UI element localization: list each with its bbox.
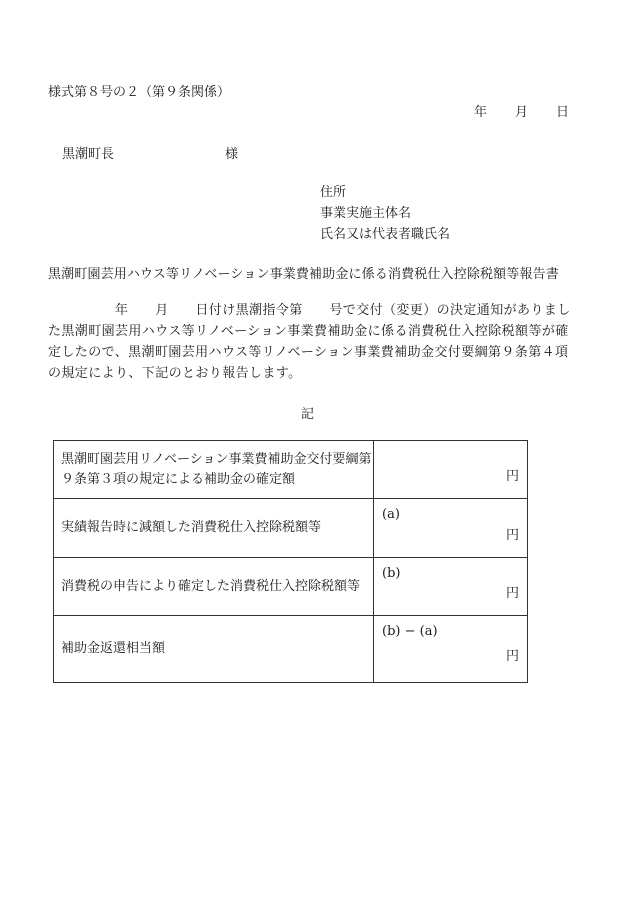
table-row — [54, 558, 528, 616]
body-paragraph — [48, 300, 588, 384]
table-row — [54, 499, 528, 558]
row-value — [374, 558, 528, 616]
yen-unit: 円 — [505, 586, 519, 601]
row-tag: (b) − (a) — [382, 624, 438, 639]
date-line — [474, 101, 569, 120]
form-number: 様式第８号の２（第９条関係） — [48, 85, 231, 100]
row-label: 消費税の申告により確定した消費税仕入控除税額等 — [54, 558, 374, 616]
row-value — [374, 499, 528, 558]
table-row — [54, 616, 528, 683]
addressee — [62, 143, 239, 162]
addressee-honorific: 様 — [225, 147, 239, 162]
date-day-label: 日 — [556, 105, 570, 120]
date-month-label: 月 — [515, 105, 529, 120]
document-title: 黒潮町園芸用ハウス等リノベーション事業費補助金に係る消費税仕入控除税額等報告書 — [48, 267, 559, 282]
row-tag: (a) — [382, 507, 400, 522]
body-line: の規定により、下記のとおり報告します。 — [48, 366, 302, 381]
address-label: 住所 — [320, 185, 347, 200]
row-value — [374, 616, 528, 683]
ki-heading: 記 — [301, 407, 315, 422]
row-label: 黒潮町園芸用リノベーション事業費補助金交付要綱第９条第３項の規定による補助金の確定額 — [54, 441, 374, 499]
row-tag: (b) — [382, 566, 401, 581]
yen-unit: 円 — [505, 469, 519, 484]
row-value — [374, 441, 528, 499]
body-line: 年 月 日付け黒潮指令第 号で交付（変更）の決定通知がありまし — [48, 303, 571, 318]
body-line: 定したので、黒潮町園芸用ハウス等リノベーション事業費補助金交付要綱第９条第４項 — [48, 345, 569, 360]
body-line: た黒潮町園芸用ハウス等リノベーション事業費補助金に係る消費税仕入控除税額等が確 — [48, 324, 569, 339]
applicant-block — [320, 182, 450, 245]
yen-unit: 円 — [505, 649, 519, 664]
yen-unit: 円 — [505, 528, 519, 543]
summary-table — [53, 440, 528, 683]
row-label: 補助金返還相当額 — [54, 616, 374, 683]
date-year-label: 年 — [474, 105, 488, 120]
row-label: 実績報告時に減額した消費税仕入控除税額等 — [54, 499, 374, 558]
addressee-name: 黒潮町長 — [62, 147, 115, 162]
table-row — [54, 441, 528, 499]
entity-label: 事業実施主体名 — [320, 206, 412, 221]
representative-label: 氏名又は代表者職氏名 — [320, 227, 451, 242]
